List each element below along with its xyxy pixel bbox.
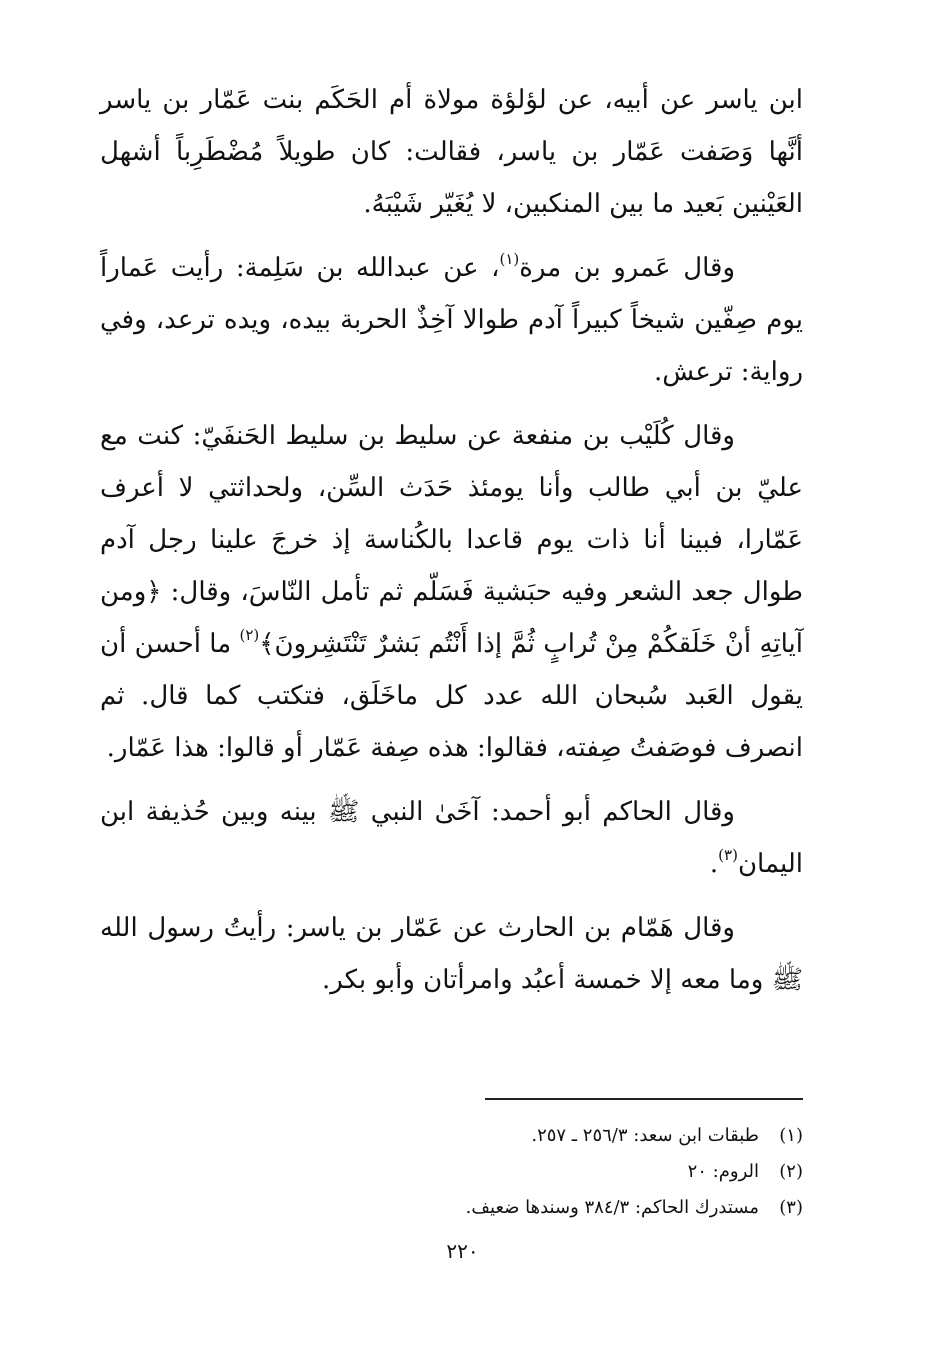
paragraph-text: ابن ياسر عن أبيه، عن لؤلؤة مولاة أم الحَكَم بنت عَمّار بن ياسر أنَّها وَصَفت عَمّار بن ياسر، فقالت: كان طويلاً مُضْطَرِباً أشهل العَيْنين بَعيد ما بين المنكبين، لا يُغَيّر شَيْبَهُ. [100, 85, 803, 219]
paragraph-text: ما أحسن أن يقول العَبد سُبحان الله عدد كل ماخَلَق، فتكتب كما قال. ثم انصرف فوصَفتُ صِفته، فقالوا: هذه صِفة عَمّار أو قالوا: هذا عَمّار. [100, 629, 803, 763]
paragraph-text: وقال كُلَيْب بن منفعة عن سليط بن سليط الحَنفَيّ: كنت مع عليّ بن أبي طالب وأنا يومئذ حَدَث السِّن، ولحداثتي لا أعرف عَمّارا، فبينا أنا ذات يوم قاعدا بالكُناسة إذ خرجَ علينا رجل آدم طوال جعد الشعر وفيه حبَشية فَسَلّم ثم تأمل النّاسَ، وقال: ﴿ومن آياتِهِ أنْ خَلَقكُمْ مِنْ تُرابٍ ثُمَّ إذا أَنْتُم بَشرٌ تَنْتَشِرونَ﴾ [100, 421, 803, 659]
footnote-reference: (١) [499, 250, 520, 268]
footnote-text: طبقات ابن سعد: ٢٥٦/٣ ـ ٢٥٧. [531, 1125, 759, 1146]
footnote-reference: (٢) [239, 626, 260, 644]
footnote-number: (٣) [779, 1197, 803, 1218]
footnotes [420, 1118, 803, 1226]
paragraph-1 [100, 74, 803, 230]
page-number: ٢٢٠ [446, 1239, 479, 1263]
main-text [100, 74, 803, 1018]
paragraph-text: ، عن عبدالله بن سَلِمة: رأيت عَماراً يوم صِفّين شيخاً كبيراً آدم طوالا آخِذٌ الحربة بيده، ويده ترعد، وفي رواية: ترعش. [100, 253, 803, 387]
paragraph-2 [100, 242, 803, 398]
footnote-text: مستدرك الحاكم: ٣٨٤/٣ وسندها ضعيف. [465, 1197, 759, 1218]
footnote-reference: (٣) [718, 846, 738, 864]
paragraph-text: وقال عَمرو بن مرة [519, 253, 735, 283]
footnote-1 [420, 1118, 803, 1154]
footnote-number: (٢) [779, 1161, 803, 1182]
paragraph-4 [100, 786, 803, 890]
paragraph-text: وقال هَمّام بن الحارث عن عَمّار بن ياسر: رأيتُ رسول الله ﷺ وما معه إلا خمسة أعبُد وامرأتان وأبو بكر. [100, 913, 803, 995]
paragraph-text: وقال الحاكم أبو أحمد: آخَىٰ النبي ﷺ بينه وبين حُذيفة ابن اليمان [100, 797, 803, 879]
footnote-separator [485, 1098, 803, 1100]
footnote-number: (١) [779, 1125, 803, 1146]
paragraph-text: . [709, 849, 719, 879]
paragraph-3 [100, 410, 803, 774]
footnote-3 [420, 1190, 803, 1226]
footnote-text: الروم: ٢٠ [687, 1161, 759, 1182]
paragraph-5 [100, 902, 803, 1006]
footnote-2 [420, 1154, 803, 1190]
